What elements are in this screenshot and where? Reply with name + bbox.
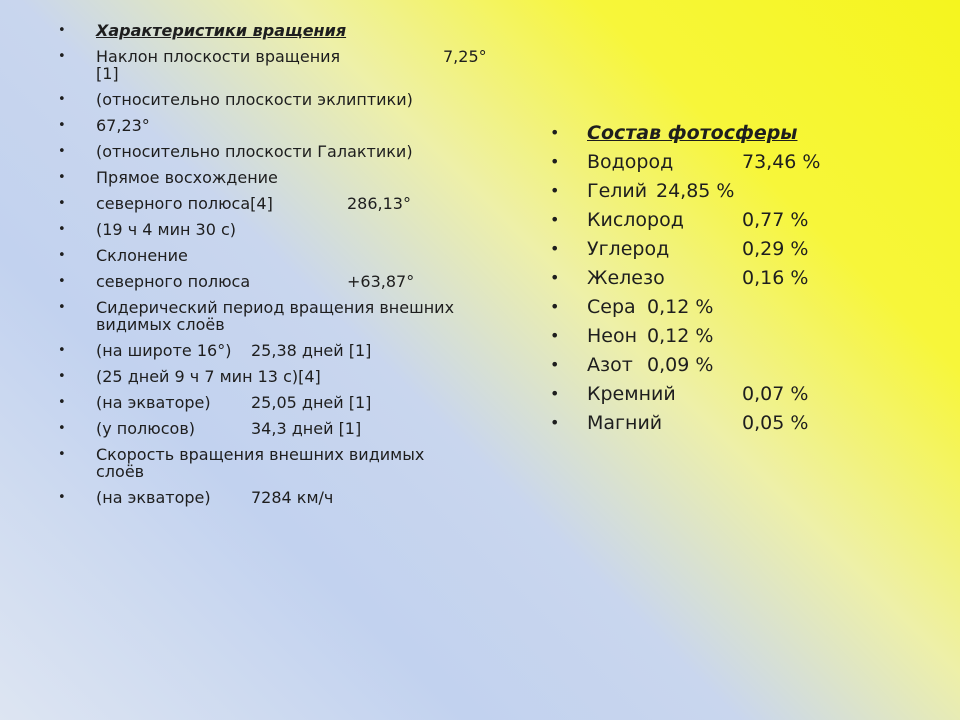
- bullet-icon: •: [58, 369, 66, 384]
- bullet-icon: •: [550, 413, 560, 432]
- bullet-icon: •: [550, 384, 560, 403]
- list-item: [58, 419, 496, 438]
- photosphere-composition-list: [550, 121, 887, 440]
- composition-heading-item: [550, 121, 887, 145]
- composition-heading: Состав фотосферы: [587, 122, 798, 144]
- item-text: 67,23°: [96, 116, 150, 135]
- bullet-icon: •: [58, 447, 66, 462]
- element-value: 73,46 %: [742, 151, 821, 173]
- bullet-icon: •: [58, 144, 66, 159]
- item-text: северного полюса: [96, 272, 251, 291]
- bullet-icon: •: [550, 355, 560, 374]
- element-value: 0,16 %: [742, 267, 809, 289]
- item-text: (на экваторе): [96, 488, 211, 507]
- element-name: Азот: [587, 354, 633, 376]
- bullet-icon: •: [550, 326, 560, 345]
- list-item: [58, 367, 496, 386]
- item-text: (на широте 16°): [96, 341, 232, 360]
- list-item: [550, 324, 887, 348]
- bullet-icon: •: [58, 92, 66, 107]
- rotation-characteristics-list: [58, 21, 496, 515]
- element-name: Сера: [587, 296, 636, 318]
- item-value: 7284 км/ч: [251, 488, 334, 507]
- element-value: 0,05 %: [742, 412, 809, 434]
- bullet-icon: •: [58, 421, 66, 436]
- item-value: 25,05 дней [1]: [251, 393, 372, 412]
- bullet-icon: •: [58, 274, 66, 289]
- list-item: [58, 488, 496, 507]
- element-value: 24,85 %: [656, 180, 735, 202]
- list-item: [58, 246, 496, 265]
- list-item: [550, 208, 887, 232]
- element-name: Железо: [587, 267, 665, 289]
- bullet-icon: •: [58, 170, 66, 185]
- bullet-icon: •: [58, 300, 66, 315]
- item-text-continued: слоёв: [96, 462, 145, 481]
- element-name: Кремний: [587, 383, 676, 405]
- bullet-icon: •: [550, 123, 560, 142]
- list-item: [58, 341, 496, 360]
- element-name: Водород: [587, 151, 674, 173]
- list-item: [550, 295, 887, 319]
- item-text: Склонение: [96, 246, 188, 265]
- list-item: [550, 382, 887, 406]
- item-value: +63,87°: [347, 272, 415, 291]
- bullet-icon: •: [550, 239, 560, 258]
- bullet-icon: •: [58, 23, 66, 38]
- bullet-icon: •: [550, 181, 560, 200]
- list-item: [550, 150, 887, 174]
- item-text: Скорость вращения внешних видимых: [96, 445, 425, 464]
- bullet-icon: •: [58, 196, 66, 211]
- item-text: (19 ч 4 мин 30 с): [96, 220, 236, 239]
- item-value: 286,13°: [347, 194, 411, 213]
- item-text: (25 дней 9 ч 7 мин 13 с)[4]: [96, 367, 321, 386]
- bullet-icon: •: [550, 152, 560, 171]
- list-item: [550, 179, 887, 203]
- item-text-continued: [1]: [96, 64, 119, 83]
- item-text: Наклон плоскости вращения: [96, 47, 341, 66]
- item-text: (относительно плоскости Галактики): [96, 142, 413, 161]
- element-name: Неон: [587, 325, 638, 347]
- bullet-icon: •: [550, 297, 560, 316]
- rotation-heading: Характеристики вращения: [96, 21, 347, 40]
- item-text: Прямое восхождение: [96, 168, 278, 187]
- list-item: [58, 90, 496, 109]
- list-item: [550, 411, 887, 435]
- list-item: [58, 116, 496, 135]
- bullet-icon: •: [550, 268, 560, 287]
- bullet-icon: •: [58, 248, 66, 263]
- list-item: [58, 445, 496, 481]
- element-value: 0,29 %: [742, 238, 809, 260]
- list-item: [58, 393, 496, 412]
- bullet-icon: •: [58, 222, 66, 237]
- item-value: 25,38 дней [1]: [251, 341, 372, 360]
- bullet-icon: •: [58, 118, 66, 133]
- bullet-icon: •: [58, 395, 66, 410]
- bullet-icon: •: [550, 210, 560, 229]
- item-text: (на экваторе): [96, 393, 211, 412]
- list-item: [58, 142, 496, 161]
- item-text: северного полюса[4]: [96, 194, 273, 213]
- bullet-icon: •: [58, 490, 66, 505]
- element-name: Кислород: [587, 209, 684, 231]
- item-text: (у полюсов): [96, 419, 195, 438]
- element-value: 0,09 %: [647, 354, 714, 376]
- list-item: [550, 353, 887, 377]
- element-value: 0,07 %: [742, 383, 809, 405]
- element-name: Углерод: [587, 238, 670, 260]
- list-item: [58, 47, 496, 83]
- item-value: 7,25°: [443, 47, 487, 66]
- item-text: (относительно плоскости эклиптики): [96, 90, 413, 109]
- bullet-icon: •: [58, 343, 66, 358]
- element-name: Магний: [587, 412, 663, 434]
- item-value: 34,3 дней [1]: [251, 419, 362, 438]
- element-value: 0,12 %: [647, 325, 714, 347]
- item-text-continued: видимых слоёв: [96, 315, 225, 334]
- rotation-heading-item: [58, 21, 496, 40]
- list-item: [58, 298, 496, 334]
- element-value: 0,12 %: [647, 296, 714, 318]
- bullet-icon: •: [58, 49, 66, 64]
- list-item: [58, 168, 496, 187]
- element-value: 0,77 %: [742, 209, 809, 231]
- list-item: [58, 194, 496, 213]
- list-item: [550, 237, 887, 261]
- item-text: Сидерический период вращения внешних: [96, 298, 455, 317]
- list-item: [58, 220, 496, 239]
- list-item: [58, 272, 496, 291]
- list-item: [550, 266, 887, 290]
- element-name: Гелий: [587, 180, 648, 202]
